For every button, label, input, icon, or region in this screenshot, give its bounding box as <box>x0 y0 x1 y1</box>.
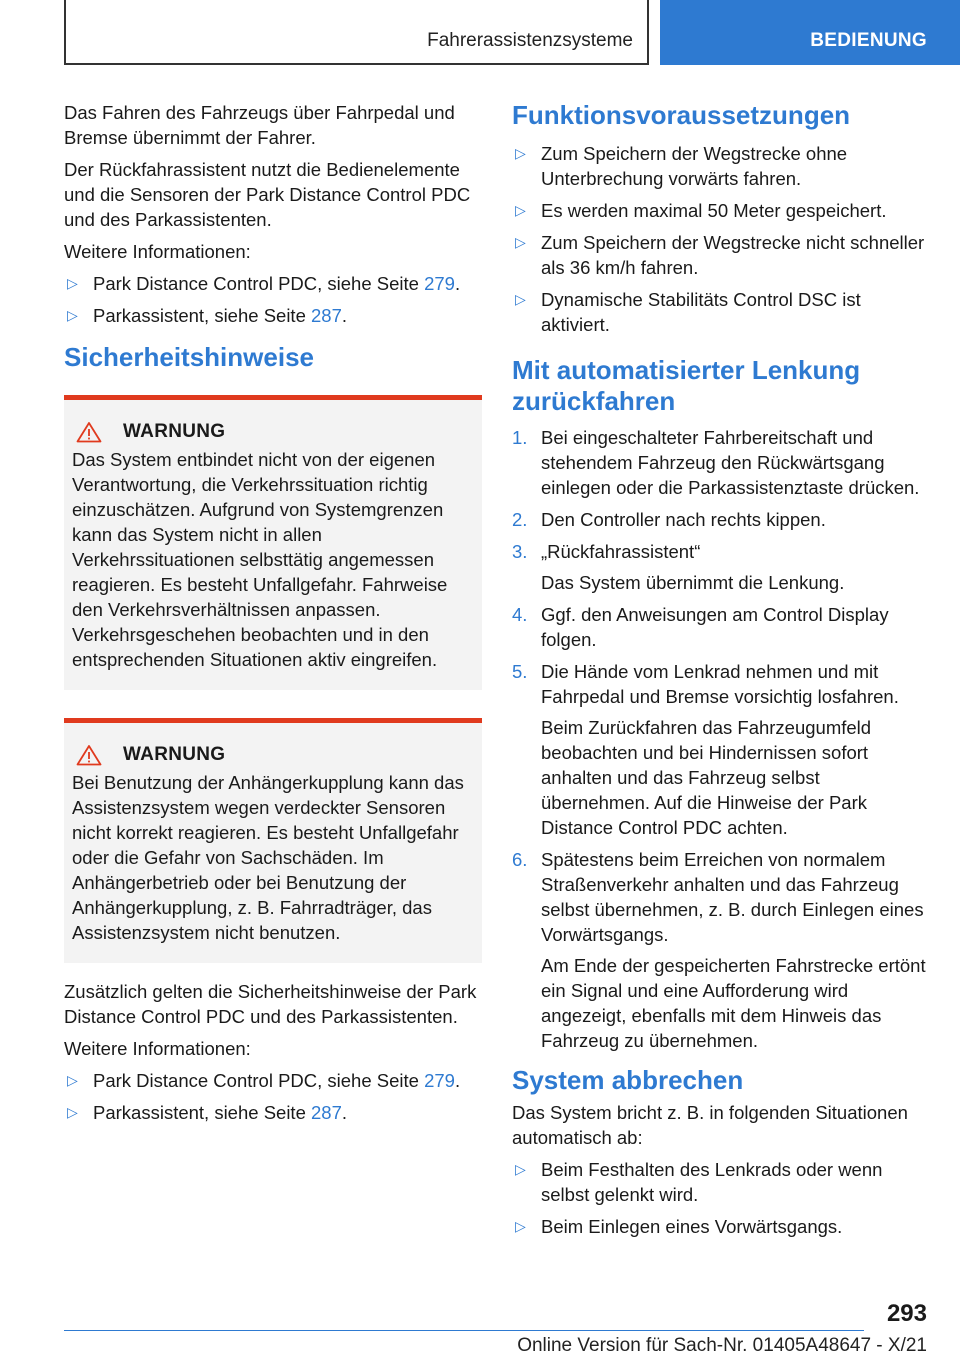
intro-paragraph-1: Das Fahren des Fahrzeugs über Fahrpedal und Bremse übernimmt der Fahrer. <box>64 102 455 148</box>
auto-steering-heading: Mit automatisierter Lenkung zurückfahren <box>512 355 861 416</box>
footer-version: Online Version für Sach-Nr. 01405A48647 - X/21 <box>517 1335 927 1356</box>
triangle-bullet-icon: ▷ <box>515 145 526 161</box>
triangle-bullet-icon: ▷ <box>67 1104 78 1120</box>
warning-triangle-icon <box>76 421 102 443</box>
page-number: 293 <box>886 1300 927 1327</box>
triangle-bullet-icon: ▷ <box>515 1218 526 1234</box>
more-info-label: Weitere Informationen: <box>64 1038 251 1059</box>
warning-text: Bei Benutzung der Anhängerkupplung kann das Assistenzsystem wegen verdeckter Sensoren nicht korrekt reagieren. Es besteht Unfallgefahr oder die Gefahr von Sachschäden. Im Anhängerbetrieb oder bei Benutzung der Anhängerkupplung, z. B. Fahrradträger, das Assistenzsystem nicht benutzen. <box>72 772 464 943</box>
list-item: 6. Spätestens beim Erreichen von normalem Straßenverkehr anhalten und das Fahrzeug selbst übernehmen, z. B. durch Einlegen eines Vorwärtsgangs. Am Ende der gespeicherten Fahrstrecke ertönt ein Signal und eine Aufforderung wird angezeigt, ebenfalls mit dem Hinweis das Fahrzeug zu übernehmen. <box>512 849 926 1051</box>
list-item: ▷ Park Distance Control PDC, siehe Seite 279. <box>67 1070 461 1091</box>
list-item: ▷ Parkassistent, siehe Seite 287. <box>67 305 348 326</box>
more-info-label: Weitere Informationen: <box>64 241 251 262</box>
header-section-title: Fahrerassistenzsysteme <box>427 30 633 51</box>
page-link[interactable]: 279 <box>424 273 455 294</box>
requirements-heading: Funktionsvoraussetzungen <box>512 100 851 130</box>
abort-list <box>512 1157 932 1239</box>
page-link[interactable]: 279 <box>424 1070 455 1091</box>
page-link[interactable]: 287 <box>311 305 342 326</box>
page-link[interactable]: 287 <box>311 1102 342 1123</box>
steps-list <box>512 425 932 1053</box>
warning-triangle-icon <box>76 744 102 766</box>
list-item: 1. Bei eingeschalteter Fahrbereitschaft und stehendem Fahrzeug den Rückwärtsgang einlegen oder die Parkassistenztaste drücken. <box>512 427 920 498</box>
intro-paragraph-2: Der Rückfahrassistent nutzt die Bedienelemente und die Sensoren der Park Distance Control PDC und des Parkassistenten. <box>64 159 471 230</box>
list-item: 5. Die Hände vom Lenkrad nehmen und mit Fahrpedal und Bremse vorsichtig losfahren. Beim Zurückfahren das Fahrzeugumfeld beobachten und bei Hindernissen sofort anhalten und das Fahrzeug selbst übernehmen. Auf die Hinweise der Park Distance Control PDC achten. <box>512 661 899 838</box>
triangle-bullet-icon: ▷ <box>515 202 526 218</box>
warning-label: WARNUNG <box>123 744 226 765</box>
safety-heading: Sicherheitshinweise <box>64 342 314 372</box>
abort-intro: Das System bricht z. B. in folgenden Situationen automatisch ab: <box>512 1102 908 1148</box>
right-column <box>512 100 932 1246</box>
reference-list <box>64 271 482 328</box>
requirements-list <box>512 141 932 337</box>
warning-box <box>64 395 482 690</box>
triangle-bullet-icon: ▷ <box>515 234 526 250</box>
triangle-bullet-icon: ▷ <box>67 307 78 323</box>
header-section-box <box>64 0 649 65</box>
list-item: ▷ Zum Speichern der Wegstrecke ohne Unterbrechung vorwärts fahren. <box>515 143 848 189</box>
list-item: ▷ Park Distance Control PDC, siehe Seite 279. <box>67 273 461 294</box>
header-chapter-tab <box>660 0 960 65</box>
list-item: ▷ Beim Festhalten des Lenkrads oder wenn selbst gelenkt wird. <box>515 1159 883 1205</box>
header-chapter-title: BEDIENUNG <box>810 30 927 51</box>
triangle-bullet-icon: ▷ <box>515 1161 526 1177</box>
additional-paragraph: Zusätzlich gelten die Sicherheitshinweise der Park Distance Control PDC und des Parkassistenten. <box>64 981 477 1027</box>
left-column <box>64 100 482 1132</box>
warning-label: WARNUNG <box>123 421 226 442</box>
reference-list <box>64 1068 482 1125</box>
list-item: 4. Ggf. den Anweisungen am Control Display folgen. <box>512 604 889 650</box>
triangle-bullet-icon: ▷ <box>67 275 78 291</box>
list-item: ▷ Dynamische Stabilitäts Control DSC ist aktiviert. <box>515 289 861 335</box>
list-item: ▷ Parkassistent, siehe Seite 287. <box>67 1102 348 1123</box>
triangle-bullet-icon: ▷ <box>67 1072 78 1088</box>
list-item: 3. „Rückfahrassistent“ Das System übernimmt die Lenkung. <box>512 541 845 593</box>
warning-box <box>64 718 482 963</box>
list-item: ▷ Zum Speichern der Wegstrecke nicht schneller als 36 km/h fahren. <box>515 232 925 278</box>
triangle-bullet-icon: ▷ <box>515 291 526 307</box>
footer-divider <box>64 1330 864 1331</box>
list-item: ▷ Es werden maximal 50 Meter gespeichert. <box>515 200 887 221</box>
warning-text: Das System entbindet nicht von der eigenen Verantwortung, die Verkehrssituation richtig einzuschätzen. Aufgrund von Systemgrenzen kann das System nicht in allen Verkehrssituationen selbsttätig angemessen reagieren. Es besteht Unfallgefahr. Fahrweise den Verkehrsverhältnissen anpassen. Verkehrsgeschehen beobachten und in den entsprechenden Situationen aktiv eingreifen. <box>72 449 448 670</box>
list-item: 2. Den Controller nach rechts kippen. <box>512 509 826 530</box>
abort-heading: System abbrechen <box>512 1065 744 1095</box>
list-item: ▷ Beim Einlegen eines Vorwärtsgangs. <box>515 1216 843 1237</box>
